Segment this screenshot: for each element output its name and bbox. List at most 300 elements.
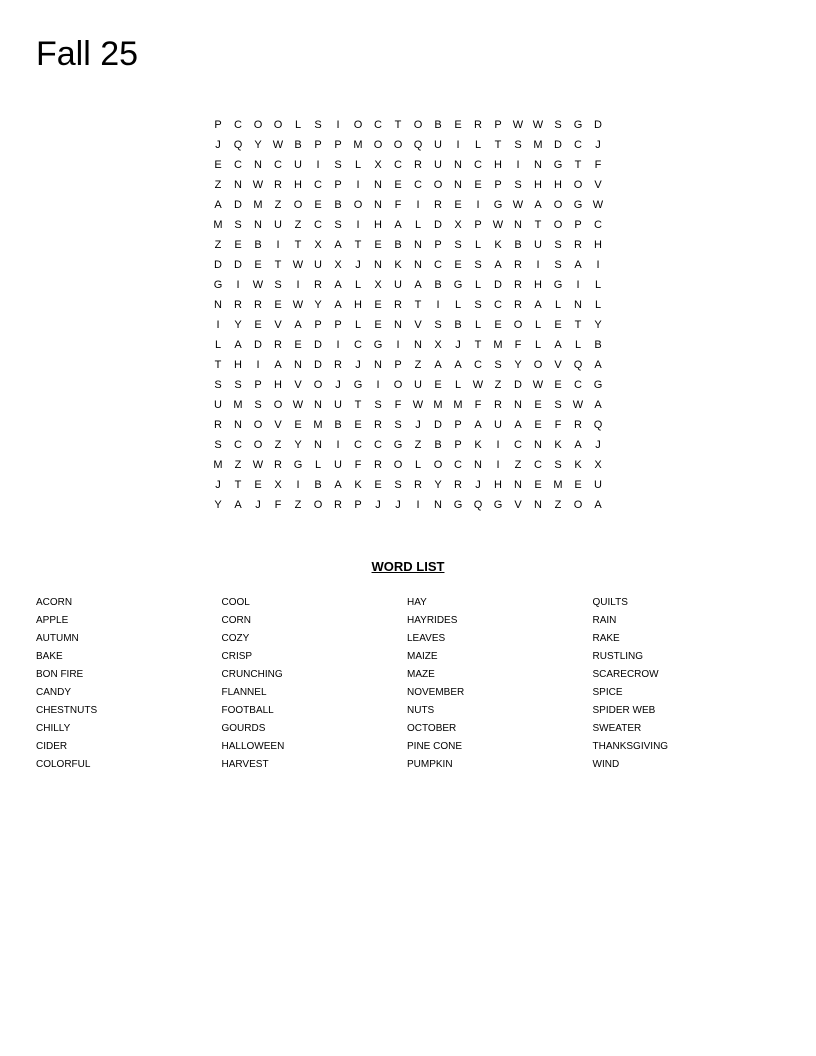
grid-letter: L [454,299,462,311]
grid-letter: A [394,219,402,231]
grid-letter: L [214,339,222,351]
grid-letter: U [394,279,402,291]
grid-letter: U [414,379,422,391]
grid-letter: R [314,279,322,291]
grid-letter: P [254,379,262,391]
grid-letter: P [334,139,342,151]
grid-letter: E [374,479,382,491]
grid-letter: S [274,279,282,291]
grid-letter: L [594,299,602,311]
grid-letter: W [252,459,264,471]
grid-letter: M [233,399,243,411]
grid-letter: C [314,219,322,231]
grid-letter: B [294,139,302,151]
grid-letter: N [254,219,262,231]
grid-letter: A [274,359,282,371]
grid-letter: T [574,159,582,171]
grid-letter: C [354,439,362,451]
grid-letter: N [514,219,522,231]
grid-letter: M [493,339,503,351]
grid-letter: E [454,119,462,131]
grid-letter: H [274,379,282,391]
word-list-item: APPLE [36,615,69,626]
grid-letter: R [514,259,522,271]
grid-letter: O [273,119,283,131]
grid-letter: O [433,459,443,471]
word-list-item: NOVEMBER [407,687,465,698]
grid-letter: N [414,239,422,251]
grid-letter: N [474,459,482,471]
word-list-item: CORN [221,615,251,626]
grid-letter: X [434,339,442,351]
grid-letter: R [434,199,442,211]
grid-letter: Z [514,459,522,471]
grid-letter: S [474,299,482,311]
grid-letter: N [374,179,382,191]
grid-letter: Z [214,239,222,251]
grid-letter: J [415,419,421,431]
grid-letter: W [412,399,424,411]
word-list-item: NUTS [407,705,435,716]
grid-letter: Z [234,459,242,471]
grid-letter: J [215,479,221,491]
grid-letter: A [594,499,602,511]
grid-letter: E [294,419,302,431]
word-list-item: HAY [407,597,427,608]
grid-letter: I [436,299,440,311]
word-list-item: MAIZE [407,651,438,662]
grid-letter: L [454,379,462,391]
grid-letter: O [253,439,263,451]
grid-letter: Q [233,139,243,151]
grid-letter: X [374,279,382,291]
grid-letter: E [534,479,542,491]
grid-letter: R [514,299,522,311]
grid-letter: E [234,239,242,251]
grid-letter: R [454,479,462,491]
word-list-item: LEAVES [407,633,446,644]
grid-letter: B [434,119,442,131]
grid-letter: I [296,479,300,491]
grid-letter: E [474,179,482,191]
word-list-item: BAKE [36,651,63,662]
grid-letter: E [534,419,542,431]
word-list-item: OCTOBER [407,723,457,734]
grid-letter: I [456,139,460,151]
grid-letter: O [293,199,303,211]
grid-letter: R [474,119,482,131]
grid-letter: N [534,159,542,171]
grid-letter: D [514,379,522,391]
grid-letter: C [234,159,242,171]
grid-letter: N [414,259,422,271]
grid-letter: E [574,479,582,491]
grid-letter: R [374,419,382,431]
grid-letter: P [454,419,462,431]
word-list-item: AUTUMN [36,633,79,644]
grid-letter: S [434,319,442,331]
word-list-item: PINE CONE [407,741,463,752]
grid-letter: Y [254,139,262,151]
grid-letter: M [253,199,263,211]
grid-letter: J [355,359,361,371]
grid-letter: T [214,359,222,371]
grid-letter: B [334,199,342,211]
grid-letter: S [554,459,562,471]
grid-letter: C [354,339,362,351]
grid-letter: S [474,259,482,271]
grid-letter: Y [514,359,522,371]
grid-letter: F [274,499,282,511]
grid-letter: C [454,459,462,471]
grid-letter: C [374,439,382,451]
grid-letter: S [234,219,242,231]
grid-letter: S [334,159,342,171]
grid-letter: N [414,339,422,351]
grid-letter: C [434,259,442,271]
grid-letter: S [554,259,562,271]
grid-letter: E [254,259,262,271]
grid-letter: U [294,159,302,171]
grid-letter: P [474,219,482,231]
grid-letter: Q [573,359,583,371]
grid-letter: A [454,359,462,371]
grid-letter: O [313,379,323,391]
grid-letter: F [514,339,522,351]
grid-letter: C [374,119,382,131]
grid-letter: R [274,459,282,471]
grid-letter: C [414,179,422,191]
grid-letter: I [496,459,500,471]
grid-letter: D [434,419,442,431]
grid-letter: O [253,419,263,431]
grid-letter: R [274,179,282,191]
word-list-item: CRUNCHING [221,669,283,680]
grid-letter: O [433,179,443,191]
word-list-item: QUILTS [592,597,628,608]
grid-letter: H [354,299,362,311]
grid-letter: G [453,279,463,291]
grid-letter: Y [434,479,442,491]
grid-letter: I [216,319,220,331]
grid-letter: T [274,259,282,271]
grid-letter: T [574,319,582,331]
grid-letter: M [433,399,443,411]
grid-letter: L [474,139,482,151]
grid-letter: A [594,359,602,371]
grid-letter: I [356,179,360,191]
grid-letter: N [514,399,522,411]
word-list-item: FLANNEL [221,687,267,698]
grid-letter: O [393,459,403,471]
grid-letter: I [416,199,420,211]
grid-letter: K [394,259,402,271]
grid-letter: D [234,199,242,211]
grid-letter: L [294,119,302,131]
grid-letter: A [214,199,222,211]
grid-letter: I [596,259,600,271]
word-list-item: COZY [221,633,250,644]
grid-letter: V [414,319,422,331]
grid-letter: D [434,219,442,231]
grid-letter: S [554,119,562,131]
grid-letter: V [274,319,282,331]
grid-letter: O [573,179,583,191]
word-list-item: HARVEST [221,759,269,770]
grid-letter: V [594,179,602,191]
grid-letter: E [254,319,262,331]
grid-letter: K [354,479,362,491]
grid-letter: W [472,379,484,391]
grid-letter: D [594,119,602,131]
grid-letter: O [513,319,523,331]
grid-letter: L [354,279,362,291]
grid-letter: E [374,239,382,251]
grid-letter: P [454,439,462,451]
grid-letter: T [534,219,542,231]
grid-letter: G [573,199,583,211]
grid-letter: G [453,499,463,511]
grid-letter: F [394,199,402,211]
grid-letter: E [394,179,402,191]
grid-letter: S [334,219,342,231]
grid-letter: I [416,499,420,511]
grid-letter: S [394,419,402,431]
grid-letter: Z [214,179,222,191]
grid-letter: O [553,219,563,231]
grid-letter: R [394,299,402,311]
grid-letter: C [594,219,602,231]
grid-letter: U [334,459,342,471]
grid-letter: W [572,399,584,411]
grid-letter: I [576,279,580,291]
grid-letter: O [353,199,363,211]
grid-letter: N [374,259,382,271]
grid-letter: A [494,259,502,271]
grid-letter: R [574,239,582,251]
grid-letter: W [292,399,304,411]
word-list-item: RAIN [592,615,617,626]
grid-letter: N [314,399,322,411]
grid-letter: S [254,399,262,411]
word-list-item: CHESTNUTS [36,705,98,716]
grid-letter: B [394,239,402,251]
grid-letter: R [374,459,382,471]
grid-letter: S [314,119,322,131]
grid-letter: J [355,259,361,271]
grid-letter: T [494,139,502,151]
grid-letter: P [574,219,582,231]
grid-letter: P [334,179,342,191]
grid-letter: G [553,279,563,291]
word-list-item: RUSTLING [592,651,644,662]
grid-letter: S [514,139,522,151]
grid-letter: J [375,499,381,511]
grid-letter: O [253,119,263,131]
grid-letter: M [353,139,363,151]
grid-letter: P [434,239,442,251]
grid-letter: W [512,119,524,131]
grid-letter: C [314,179,322,191]
word-list-heading: WORD LIST [371,559,445,574]
grid-letter: N [234,419,242,431]
grid-letter: S [494,359,502,371]
grid-letter: H [534,279,542,291]
word-list-item: SPICE [592,687,623,698]
grid-letter: A [334,479,342,491]
grid-letter: N [534,499,542,511]
grid-letter: Q [593,419,603,431]
grid-letter: S [214,439,222,451]
grid-letter: Z [414,359,422,371]
grid-letter: R [574,419,582,431]
grid-letter: K [554,439,562,451]
grid-letter: I [356,219,360,231]
grid-letter: O [533,359,543,371]
grid-letter: Q [413,139,423,151]
grid-letter: X [314,239,322,251]
grid-letter: D [314,339,322,351]
word-list-item: WIND [592,759,620,770]
grid-letter: K [474,439,482,451]
grid-letter: P [494,119,502,131]
grid-letter: O [313,499,323,511]
word-list-item: COOL [221,597,250,608]
grid-letter: E [314,199,322,211]
grid-letter: D [214,259,222,271]
grid-letter: G [553,159,563,171]
grid-letter: M [533,139,543,151]
grid-letter: I [316,159,320,171]
grid-letter: J [475,479,481,491]
word-list-item: SCARECROW [592,669,659,680]
grid-letter: N [454,159,462,171]
grid-letter: A [474,419,482,431]
grid-letter: N [574,299,582,311]
grid-letter: G [353,379,363,391]
grid-letter: M [213,219,223,231]
grid-letter: Z [274,199,282,211]
page-title: Fall 25 [36,35,139,73]
word-list-item: SPIDER WEB [592,705,656,716]
grid-letter: H [534,179,542,191]
grid-letter: O [393,379,403,391]
grid-letter: D [234,259,242,271]
grid-letter: I [336,119,340,131]
grid-letter: W [512,199,524,211]
grid-letter: H [594,239,602,251]
grid-letter: A [554,339,562,351]
grid-letter: E [534,399,542,411]
grid-letter: U [334,399,342,411]
grid-letter: L [534,319,542,331]
grid-letter: A [334,299,342,311]
grid-letter: A [574,259,582,271]
grid-letter: S [554,239,562,251]
grid-letter: W [272,139,284,151]
grid-letter: I [336,439,340,451]
grid-letter: A [334,239,342,251]
grid-letter: T [394,119,402,131]
word-list-item: GOURDS [221,723,266,734]
grid-letter: C [274,159,282,171]
grid-letter: M [453,399,463,411]
grid-letter: Y [234,319,242,331]
grid-letter: F [474,399,482,411]
grid-letter: E [374,299,382,311]
grid-letter: F [394,399,402,411]
grid-letter: W [532,119,544,131]
grid-letter: O [393,139,403,151]
grid-letter: I [396,339,400,351]
word-list-item: RAKE [592,633,620,644]
grid-letter: J [215,139,221,151]
grid-letter: E [494,319,502,331]
grid-letter: X [594,459,602,471]
grid-letter: L [474,319,482,331]
grid-letter: E [454,199,462,211]
grid-letter: I [536,259,540,271]
grid-letter: Z [274,439,282,451]
grid-letter: G [493,199,503,211]
grid-letter: B [514,239,522,251]
grid-letter: G [593,379,603,391]
grid-letter: N [434,499,442,511]
grid-letter: U [214,399,222,411]
grid-letter: O [373,139,383,151]
grid-letter: Z [494,379,502,391]
grid-letter: N [314,439,322,451]
grid-letter: U [314,259,322,271]
grid-letter: G [213,279,223,291]
grid-letter: C [474,359,482,371]
grid-letter: S [234,379,242,391]
grid-letter: X [374,159,382,171]
grid-letter: J [255,499,261,511]
grid-letter: F [594,159,602,171]
grid-letter: Z [414,439,422,451]
word-list-item: MAZE [407,669,435,680]
grid-letter: U [594,479,602,491]
grid-letter: P [494,179,502,191]
grid-letter: Y [594,319,602,331]
grid-letter: N [534,439,542,451]
word-list-item: HALLOWEEN [221,741,285,752]
grid-letter: W [252,279,264,291]
grid-letter: X [454,219,462,231]
grid-letter: L [554,299,562,311]
grid-letter: E [254,479,262,491]
grid-letter: I [376,379,380,391]
grid-letter: O [413,119,423,131]
word-list-item: CHILLY [36,723,71,734]
grid-letter: S [214,379,222,391]
grid-letter: B [434,439,442,451]
grid-letter: I [256,359,260,371]
word-list-item: ACORN [36,597,73,608]
grid-letter: U [534,239,542,251]
grid-letter: P [334,319,342,331]
grid-letter: H [554,179,562,191]
grid-letter: A [594,399,602,411]
grid-letter: N [514,479,522,491]
grid-letter: Z [294,219,302,231]
word-list-item: PUMPKIN [407,759,453,770]
grid-letter: T [354,239,362,251]
grid-letter: J [455,339,461,351]
grid-letter: S [394,479,402,491]
grid-letter: L [574,339,582,351]
